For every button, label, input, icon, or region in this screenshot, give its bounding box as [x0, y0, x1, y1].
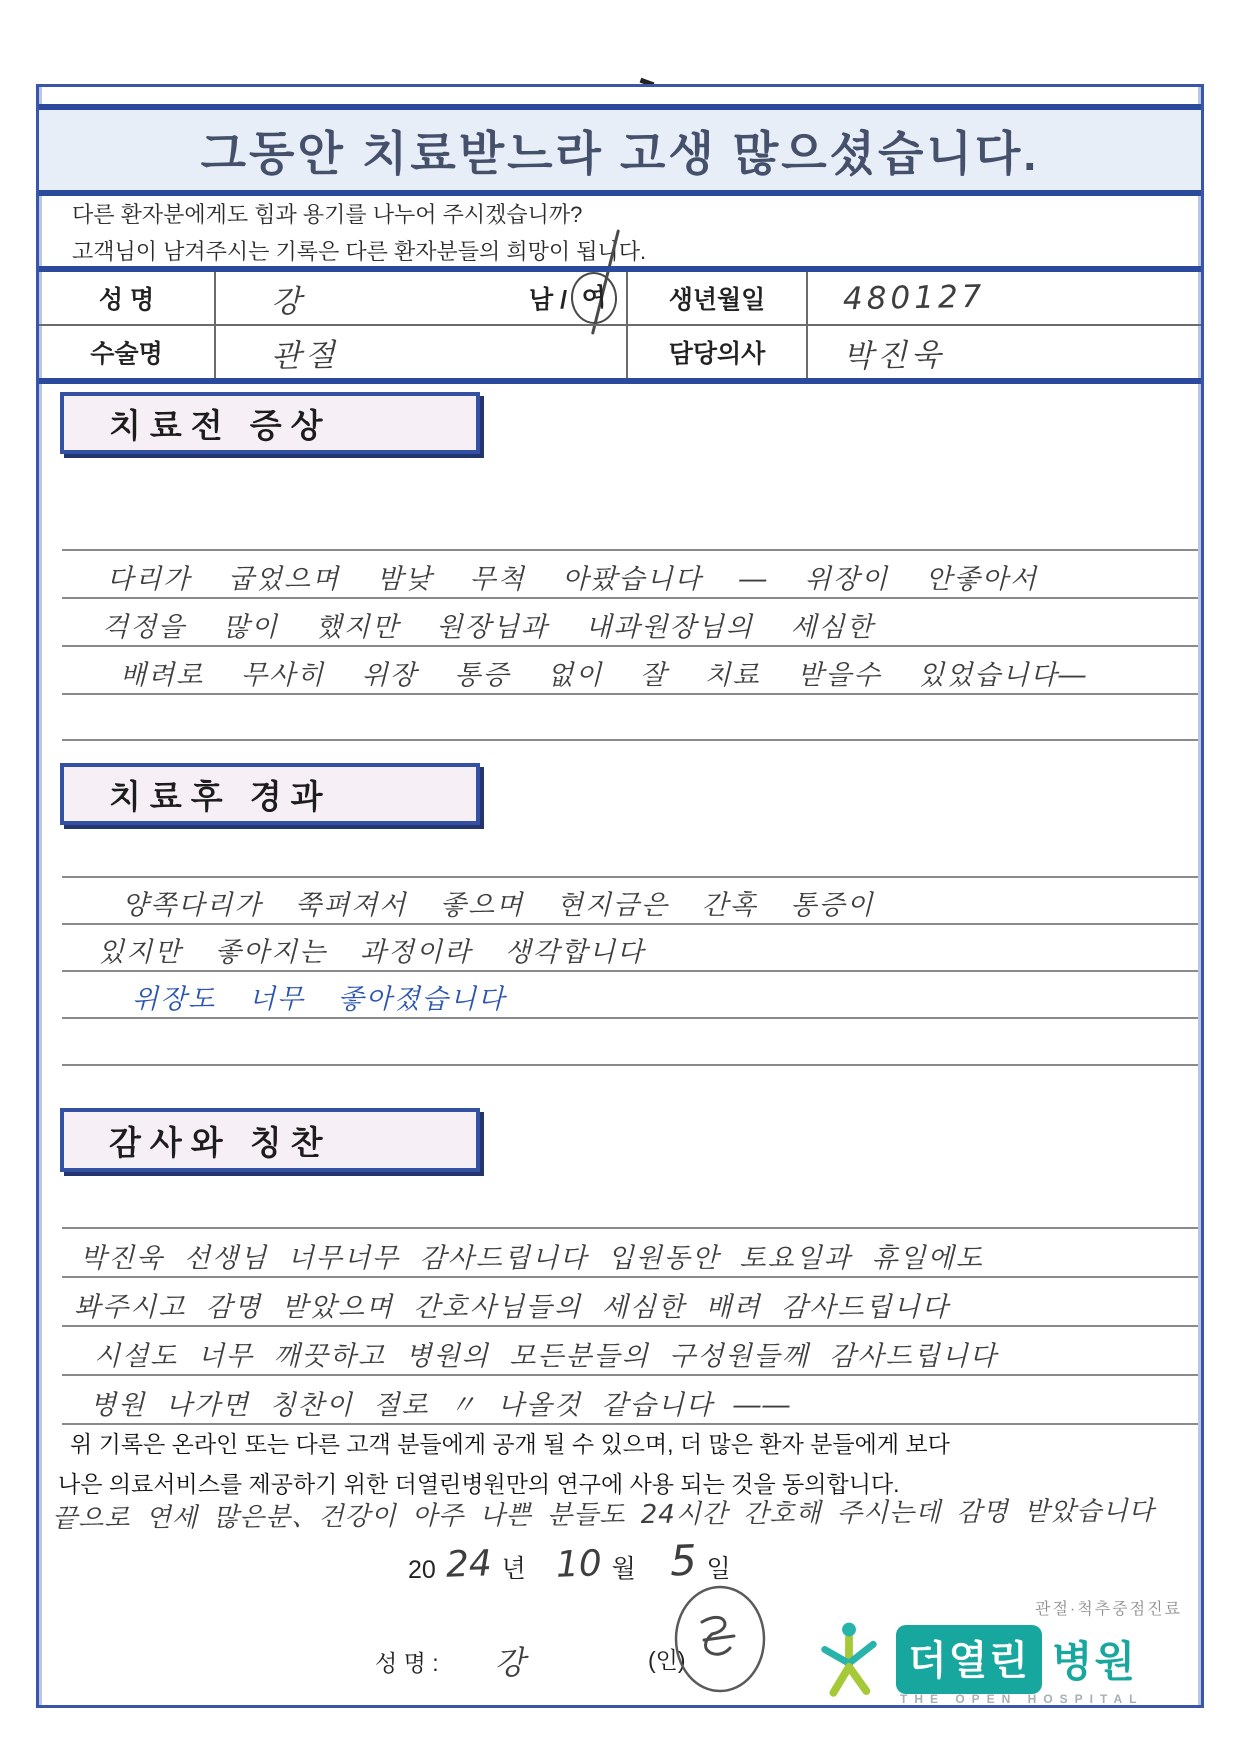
name-label: 성 명 [98, 286, 155, 314]
page-title: 그동안 치료받느라 고생 많으셨습니다. [200, 126, 1040, 180]
consent-line-2: 나은 의료서비스를 제공하기 위한 더열린병원만의 연구에 사용 되는 것을 동의합니다. [58, 1471, 900, 1497]
gender-empty-cell [529, 326, 626, 378]
handwritten-line: 걱정을 많이 했지만 원장님과 내과원장님의 세심한 [62, 599, 1198, 647]
day-suffix: 일 [706, 1555, 731, 1583]
handwritten-closing-note: 끝으로 연세 많은분、건강이 아주 나쁜 분들도 24시간 간호해 주시는데 감명 받았습니다 [51, 1496, 1155, 1535]
intro-line-2: 고객님이 남겨주시는 기록은 다른 환자분들의 희망이 됩니다. [72, 239, 647, 264]
handwritten-line: 양쪽다리가 쭉펴져서 좋으며 현지금은 간혹 통증이 [62, 878, 1198, 925]
signer-name-handwritten: 강 [492, 1643, 526, 1683]
empty-ruled-line [62, 695, 1198, 741]
section-header-thanks: 감사와 칭찬 [60, 1108, 480, 1172]
handwritten-line: 배려로 무사히 위장 통증 없이 잘 치료 받을수 있었습니다― [62, 647, 1198, 695]
thanks-writing-area [62, 1227, 1198, 1425]
section-header-before-treatment: 치료전 증상 [60, 392, 480, 454]
date-prefix: 20 [408, 1556, 436, 1584]
before-treatment-writing-area [62, 549, 1198, 741]
birthdate-label: 생년월일 [626, 272, 806, 324]
handwritten-line-blue-ink: 위장도 너무 좋아졌습니다 [62, 972, 1198, 1019]
surgery-label: 수술명 [90, 340, 163, 368]
day-handwritten: 5 [668, 1535, 698, 1586]
consent-line-1: 위 기록은 온라인 또는 다른 고객 분들에게 공개 될 수 있으며, 더 많은 환자 분들에게 보다 [70, 1431, 950, 1457]
signer-name-label: 성 명 : [375, 1649, 439, 1676]
surgery-value: 관절 [214, 326, 529, 378]
handwritten-line: 병원 나가면 칭찬이 절로 〃 나올것 같습니다 ―― [62, 1376, 1198, 1425]
table-row [39, 272, 1201, 326]
intro-line-1: 다른 환자분에게도 힘과 용기를 나누어 주시겠습니까? [72, 202, 583, 227]
logo-name-boxed: 더열린 [896, 1625, 1042, 1694]
empty-ruled-line [62, 1019, 1198, 1066]
seal-label: (인) [648, 1647, 686, 1673]
hospital-logo [812, 1620, 1137, 1698]
handwritten-line: 박진욱 선생님 너무너무 감사드립니다 입원동안 토요일과 휴일에도 [62, 1229, 1198, 1278]
handwritten-line: 시설도 너무 깨끗하고 병원의 모든분들의 구성원들께 감사드립니다 [62, 1327, 1198, 1376]
date-line [408, 1536, 731, 1585]
birthdate-value: 480127 [806, 272, 1201, 324]
doctor-value: 박진욱 [806, 326, 1201, 378]
handwritten-line: 봐주시고 감명 받았으며 간호사님들의 세심한 배려 감사드립니다 [62, 1278, 1198, 1327]
name-value: 강 [214, 272, 529, 324]
doctor-label: 담당의사 [626, 326, 806, 378]
signature-row [375, 1638, 525, 1684]
month-suffix: 월 [611, 1555, 636, 1583]
title-banner [39, 104, 1201, 196]
gender-field: 남 / 여 [529, 272, 626, 324]
after-treatment-writing-area [62, 876, 1198, 1066]
year-suffix: 년 [501, 1555, 526, 1583]
gender-circled-value: 여 [569, 270, 619, 325]
handwritten-line: 있지만 좋아지는 과정이라 생각합니다 [62, 925, 1198, 972]
signature-seal-scribble [660, 1582, 775, 1702]
handwritten-line: 다리가 굽었으며 밤낮 무척 아팠습니다 ― 위장이 안좋아서 [62, 551, 1198, 599]
month-handwritten: 10 [555, 1543, 603, 1586]
logo-tagline: 관절·척추중점진료 [1035, 1601, 1182, 1618]
logo-name-rest: 병원 [1051, 1638, 1138, 1685]
hospital-logo-mark-icon [812, 1620, 886, 1698]
section-header-after-treatment: 치료후 경과 [60, 763, 480, 825]
year-handwritten: 24 [445, 1543, 493, 1586]
intro-text [72, 196, 1072, 270]
patient-info-table [39, 266, 1201, 384]
logo-subtitle: THE OPEN HOSPITAL [900, 1692, 1144, 1706]
table-row [39, 326, 1201, 378]
